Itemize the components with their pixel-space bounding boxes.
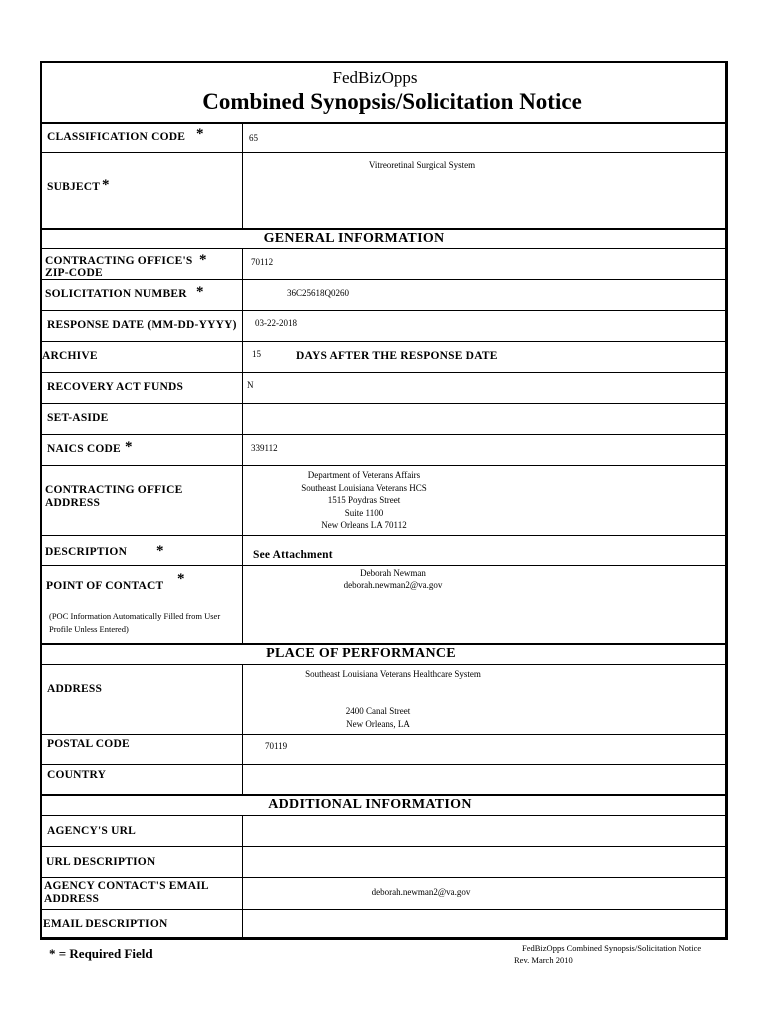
required-marker: * bbox=[156, 543, 164, 559]
form-name-footer: FedBizOpps Combined Synopsis/Solicitation Notice bbox=[522, 943, 702, 953]
point-of-contact-label: POINT OF CONTACT bbox=[46, 580, 164, 592]
divider bbox=[41, 372, 727, 373]
label-line: CONTRACTING OFFICE'S bbox=[45, 255, 193, 267]
classification-code-label: CLASSIFICATION CODE bbox=[47, 131, 186, 143]
divider bbox=[41, 279, 727, 280]
required-marker: * bbox=[196, 126, 204, 142]
performance-address-label: ADDRESS bbox=[47, 683, 103, 695]
form-title: Combined Synopsis/Solicitation Notice bbox=[202, 89, 582, 114]
column-divider bbox=[242, 122, 243, 229]
required-marker: * bbox=[125, 439, 133, 455]
required-marker: * bbox=[199, 252, 207, 268]
required-field-note: * = Required Field bbox=[49, 946, 153, 961]
poc-email: deborah.newman2@va.gov bbox=[343, 580, 443, 590]
agency-email-value[interactable]: deborah.newman2@va.gov bbox=[371, 887, 471, 897]
address-line: Suite 1100 bbox=[344, 507, 384, 518]
response-date-label: RESPONSE DATE (MM-DD-YYYY) bbox=[47, 319, 237, 331]
divider bbox=[41, 465, 727, 466]
archive-suffix: DAYS AFTER THE RESPONSE DATE bbox=[296, 350, 498, 362]
divider bbox=[41, 228, 727, 230]
column-divider bbox=[242, 664, 243, 795]
performance-address-line3[interactable]: New Orleans, LA bbox=[346, 719, 410, 729]
solicitation-number-label: SOLICITATION NUMBER bbox=[45, 288, 187, 300]
site-name: FedBizOpps bbox=[332, 68, 418, 87]
divider bbox=[41, 877, 727, 878]
label-line: ZIP-CODE bbox=[45, 267, 103, 279]
url-description-label: URL DESCRIPTION bbox=[46, 856, 156, 868]
contracting-zip-label bbox=[45, 255, 192, 279]
required-marker: * bbox=[177, 571, 185, 587]
agency-email-label bbox=[44, 880, 209, 906]
address-line: New Orleans LA 70112 bbox=[321, 520, 407, 530]
archive-value[interactable]: 15 bbox=[252, 349, 261, 359]
performance-address-line2[interactable]: 2400 Canal Street bbox=[345, 706, 411, 716]
label-line: ADDRESS bbox=[45, 497, 101, 509]
performance-address-line1[interactable]: Southeast Louisiana Veterans Healthcare System bbox=[305, 669, 481, 679]
divider bbox=[41, 565, 727, 566]
archive-label: ARCHIVE bbox=[42, 350, 98, 362]
divider bbox=[41, 535, 727, 536]
postal-code-value[interactable]: 70119 bbox=[265, 741, 288, 751]
divider bbox=[41, 152, 727, 153]
divider bbox=[41, 734, 727, 735]
required-marker: * bbox=[196, 284, 204, 300]
divider bbox=[41, 815, 727, 816]
agency-url-label: AGENCY'S URL bbox=[47, 825, 136, 837]
revision-footer: Rev. March 2010 bbox=[514, 955, 573, 965]
divider bbox=[41, 643, 727, 645]
contracting-address-label bbox=[45, 484, 182, 510]
address-line: 1515 Poydras Street bbox=[327, 495, 401, 505]
classification-code-value[interactable]: 65 bbox=[249, 133, 258, 143]
recovery-act-value[interactable]: N bbox=[247, 380, 254, 390]
poc-note: (POC Information Automatically Filled from User Profile Unless Entered) bbox=[49, 611, 221, 634]
postal-code-label: POSTAL CODE bbox=[47, 738, 130, 750]
naics-code-label: NAICS CODE bbox=[47, 443, 121, 455]
divider bbox=[41, 764, 727, 765]
divider bbox=[41, 434, 727, 435]
response-date-value[interactable]: 03-22-2018 bbox=[255, 318, 297, 328]
description-value[interactable]: See Attachment bbox=[253, 549, 333, 561]
description-label: DESCRIPTION bbox=[45, 546, 128, 558]
divider bbox=[41, 664, 727, 665]
naics-code-value[interactable]: 339112 bbox=[251, 443, 278, 453]
point-of-contact-value[interactable] bbox=[344, 567, 443, 591]
required-marker: * bbox=[102, 177, 110, 193]
contracting-zip-value[interactable]: 70112 bbox=[251, 257, 274, 267]
subject-label: SUBJECT bbox=[47, 181, 101, 193]
divider bbox=[41, 341, 727, 342]
column-divider bbox=[242, 815, 243, 940]
divider bbox=[41, 122, 727, 124]
divider bbox=[41, 794, 727, 796]
section-heading-additional: ADDITIONAL INFORMATION bbox=[268, 797, 472, 812]
subject-value[interactable]: Vitreoretinal Surgical System bbox=[368, 160, 476, 170]
poc-name: Deborah Newman bbox=[360, 568, 426, 578]
divider bbox=[41, 248, 727, 249]
address-line: Southeast Louisiana Veterans HCS bbox=[301, 482, 427, 493]
recovery-act-label: RECOVERY ACT FUNDS bbox=[47, 381, 184, 393]
divider bbox=[41, 403, 727, 404]
solicitation-number-value[interactable]: 36C25618Q0260 bbox=[287, 288, 350, 298]
contracting-address-value[interactable] bbox=[301, 469, 427, 532]
country-label: COUNTRY bbox=[47, 769, 107, 781]
divider bbox=[41, 846, 727, 847]
label-line: ADDRESS bbox=[44, 893, 100, 905]
address-line: Department of Veterans Affairs bbox=[307, 470, 421, 480]
set-aside-label: SET-ASIDE bbox=[47, 412, 109, 424]
section-heading-performance: PLACE OF PERFORMANCE bbox=[266, 646, 456, 661]
label-line: CONTRACTING OFFICE bbox=[45, 484, 183, 496]
column-divider bbox=[242, 248, 243, 644]
label-line: AGENCY CONTACT'S EMAIL bbox=[44, 880, 209, 892]
section-heading-general: GENERAL INFORMATION bbox=[263, 231, 445, 246]
email-description-label: EMAIL DESCRIPTION bbox=[43, 918, 168, 930]
divider bbox=[41, 909, 727, 910]
divider bbox=[41, 310, 727, 311]
